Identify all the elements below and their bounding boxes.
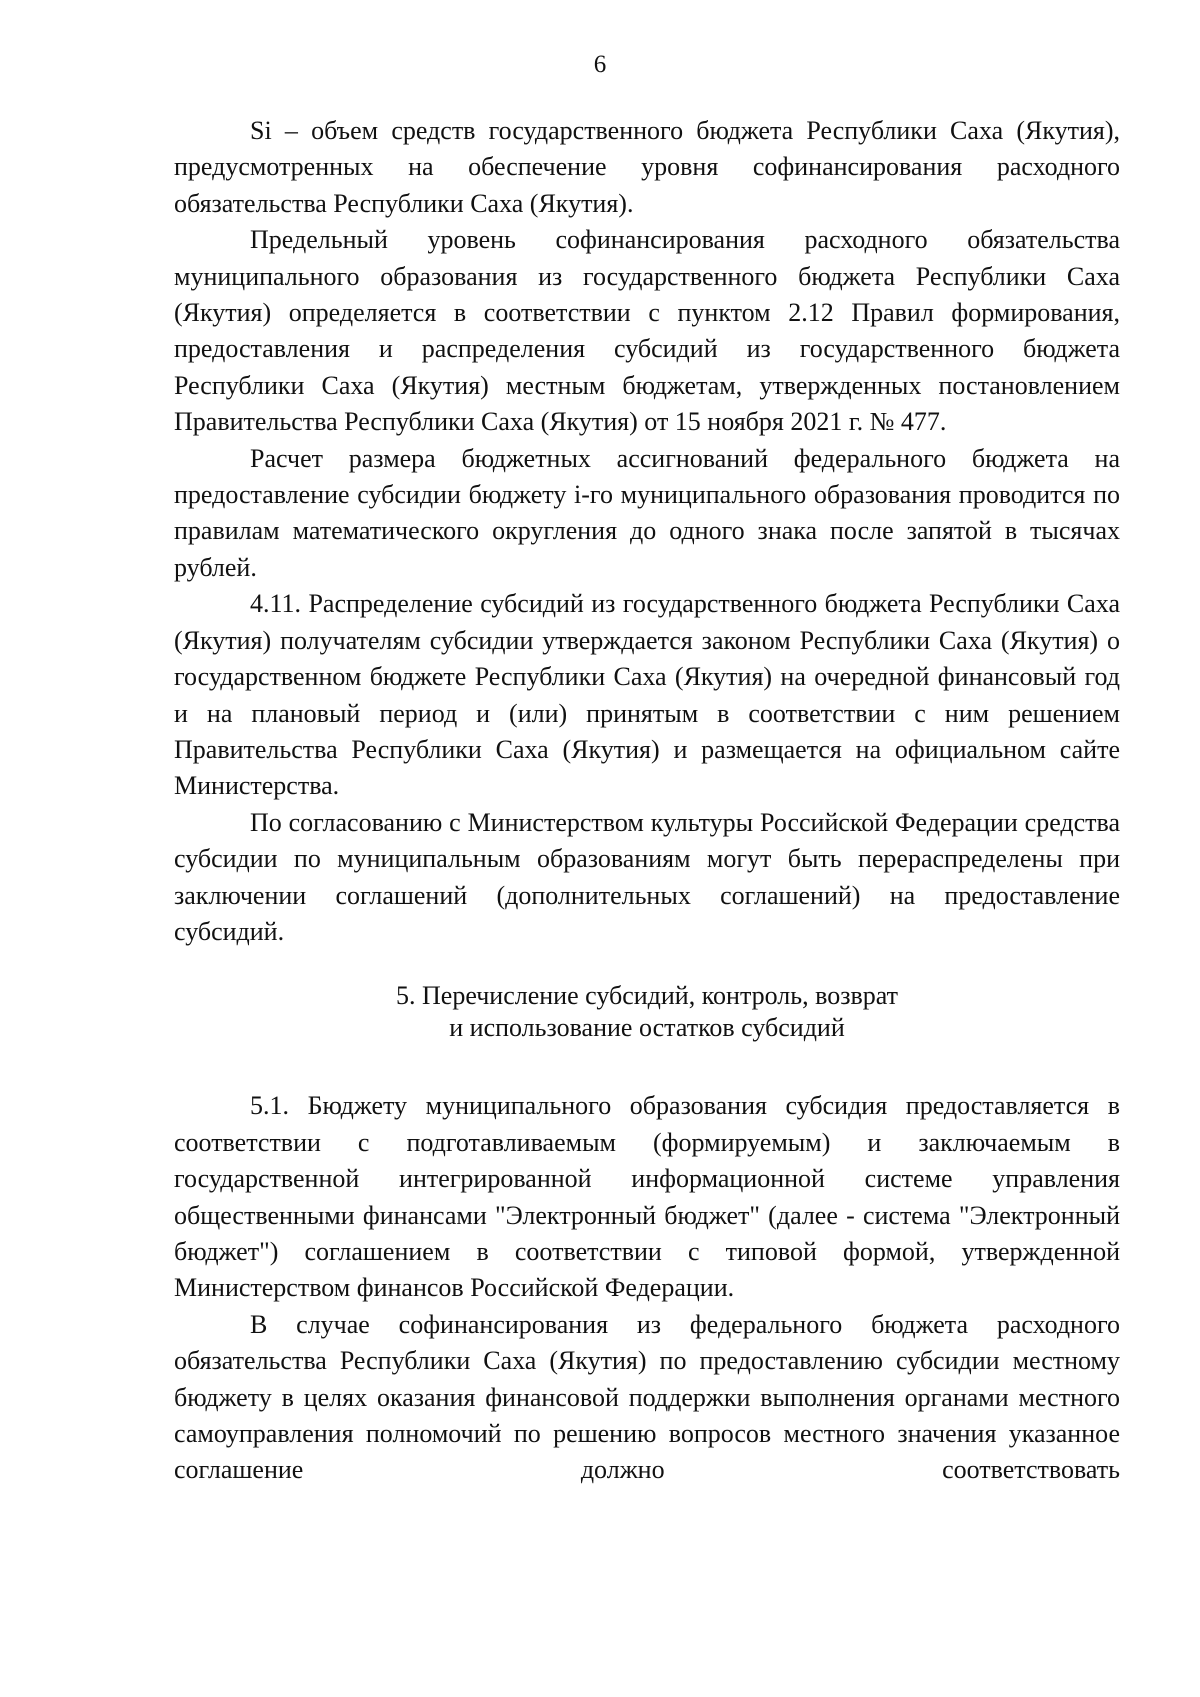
paragraph-cofinancing-limit: Предельный уровень софинансирования расходного обязательства муниципального образования из государственного бюджета Республики Саха (Якутия) определяется в соответствии с пунктом 2.12 Правил формирования, предоставления и распределения субсидий из государственного бюджета Республики Саха (Якутия) местным бюджетам, утвержденных постановлением Правительства Республики Саха (Якутия) от 15 ноября 2021 г. № 477. <box>174 225 1120 437</box>
page-number: 6 <box>593 51 607 78</box>
paragraph-5-1-agreement: 5.1. Бюджету муниципального образования субсидия предоставляется в соответствии с подготавливаемым (формируемым) и заключаемым в государственной интегрированной информационной системе управления общественными финансами "Электронный бюджет" (далее - система "Электронный бюджет") соглашением в соответствии с типовой формой, утвержденной Министерством финансов Российской Федерации. <box>174 1091 1120 1303</box>
section-heading-line-1: 5. Перечисление субсидий, контроль, возврат <box>396 981 898 1011</box>
section-heading-line-2: и использование остатков субсидий <box>449 1013 845 1043</box>
document-body <box>174 113 1120 1489</box>
paragraph-calculation-rounding: Расчет размера бюджетных ассигнований федерального бюджета на предоставление субсидии бюджету i-го муниципального образования проводится по правилам математического округления до одного знака после запятой в тысячах рублей. <box>174 443 1120 582</box>
paragraph-federal-cofinancing: В случае софинансирования из федерального бюджета расходного обязательства Республики Саха (Якутия) по предоставлению субсидии местному бюджету в целях оказания финансовой поддержки выполнения органами местного самоуправления полномочий по решению вопросов местного значения указанное соглашение должно соответствовать <box>174 1309 1120 1485</box>
paragraph-redistribution: По согласованию с Министерством культуры Российской Федерации средства субсидии по муниципальным образованиям могут быть перераспределены при заключении соглашений (дополнительных соглашений) на предоставление субсидий. <box>174 807 1120 946</box>
section-heading <box>174 980 1120 1044</box>
paragraph-4-11-distribution: 4.11. Распределение субсидий из государственного бюджета Республики Саха (Якутия) получателям субсидии утверждается законом Республики Саха (Якутия) о государственном бюджете Республики Саха (Якутия) на очередной финансовый год и на плановый период и (или) принятым в соответствии с ним решением Правительства Республики Саха (Якутия) и размещается на официальном сайте Министерства. <box>174 589 1120 801</box>
paragraph-si-definition: Si – объем средств государственного бюджета Республики Саха (Якутия), предусмотренных на обеспечение уровня софинансирования расходного обязательства Республики Саха (Якутия). <box>174 116 1120 218</box>
